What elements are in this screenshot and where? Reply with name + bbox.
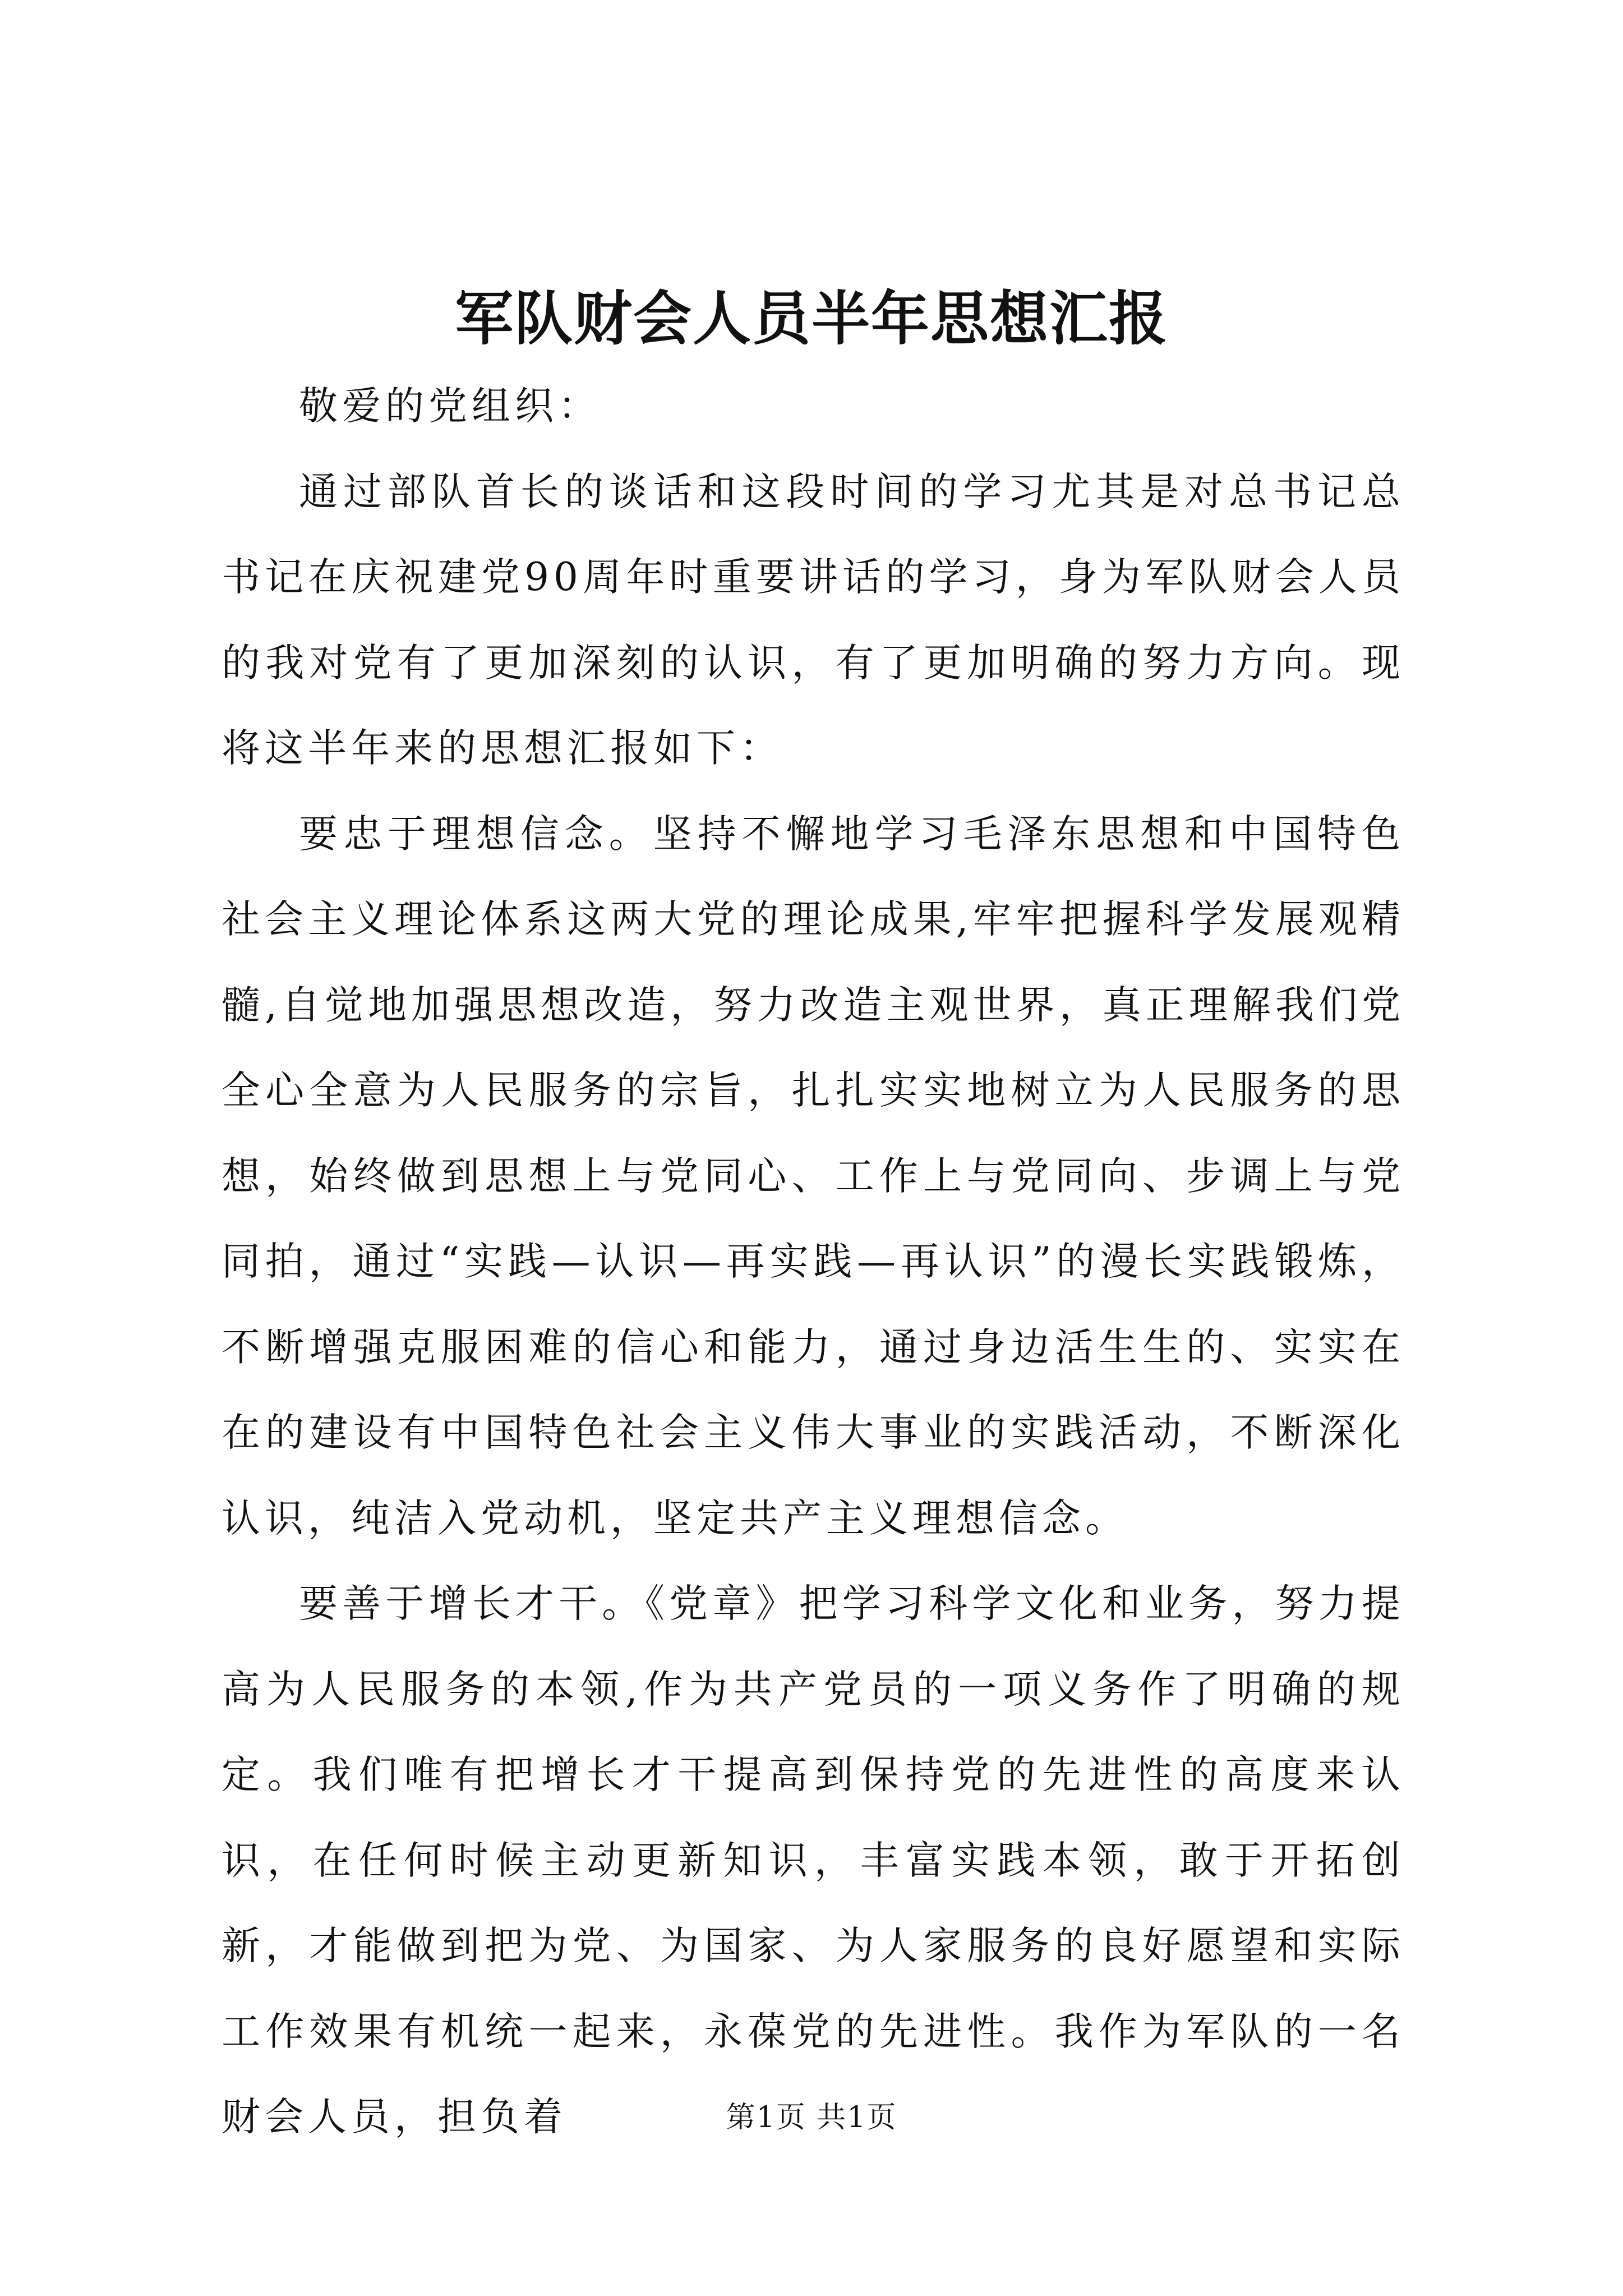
paragraph-intro: 通过部队首长的谈话和这段时间的学习尤其是对总书记总书记在庆祝建党90周年时重要讲话的学习，身为军队财会人员的我对党有了更加深刻的认识，有了更加明确的努力方向。现将这半年来的思想汇报如下： bbox=[222, 469, 1405, 771]
page-title: 军队财会人员半年思想汇报 bbox=[454, 284, 1168, 353]
paragraph-skills: 要善于增长才干。《党章》把学习科学文化和业务，努力提高为人民服务的本领,作为共产党员的一项义务作了明确的规定。我们唯有把增长才干提高到保持党的先进性的高度来认识，在任何时候主动更新知识，丰富实践本领，敢于开拓创新，才能做到把为党、为国家、为人家服务的良好愿望和实际工作效果有机统一起来，永葆党的先进性。我作为军队的一名财会人员，担负着 bbox=[222, 1581, 1405, 2139]
document-body bbox=[222, 364, 1405, 2160]
salutation: 敬爱的党组织： bbox=[299, 384, 601, 429]
page-footer: 第1页 共1页 bbox=[726, 2101, 897, 2134]
paragraph-ideals: 要忠于理想信念。坚持不懈地学习毛泽东思想和中国特色社会主义理论体系这两大党的理论成果,牢牢把握科学发展观精髓,自觉地加强思想改造，努力改造主观世界，真正理解我们党全心全意为人民服务的宗旨，扎扎实实地树立为人民服务的思想，始终做到思想上与党同心、工作上与党同向、步调上与党同拍，通过“实践—认识—再实践—再认识”的漫长实践锻炼，不断增强克服困难的信心和能力，通过身边活生生的、实实在在的建设有中国特色社会主义伟大事业的实践活动，不断深化认识，纯洁入党动机，坚定共产主义理想信念。 bbox=[222, 811, 1405, 1541]
